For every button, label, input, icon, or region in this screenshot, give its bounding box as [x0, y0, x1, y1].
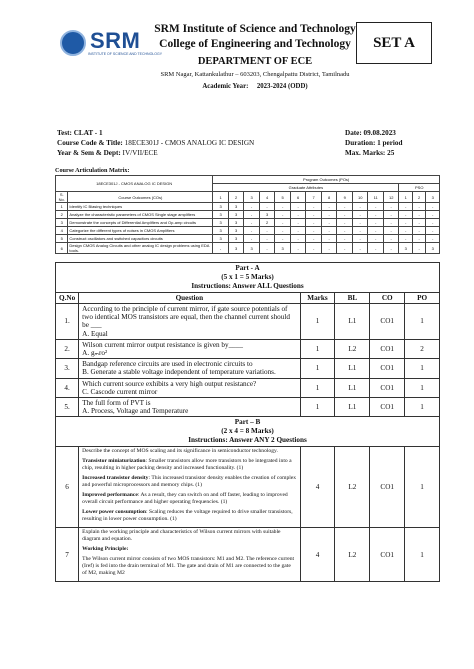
logo-text: SRM	[90, 28, 141, 53]
question-cell	[79, 398, 300, 417]
question-co: CO1	[370, 447, 405, 528]
part-b-header	[56, 417, 440, 447]
cam-cell: -	[321, 227, 337, 235]
question-co: CO1	[370, 528, 405, 582]
cam-sno-header: S. No.	[56, 192, 68, 203]
question-row	[56, 398, 440, 417]
cam-cell: -	[321, 219, 337, 227]
logo-subtext: INSTITUTE OF SCIENCE AND TECHNOLOGY	[88, 52, 163, 56]
question-text: According to the principle of current mirror, if gate source potentials of two identical MOS transistors are equal, then the channel current should be ___	[82, 305, 290, 330]
college-name: College of Engineering and Technology	[159, 38, 351, 50]
question-marks: 1	[300, 339, 335, 358]
cam-graduate-attributes: Graduate Attributes	[213, 184, 399, 192]
cam-cell: -	[412, 227, 425, 235]
question-row	[56, 339, 440, 358]
cam-po-number: 11	[368, 192, 384, 203]
col-question: Question	[79, 293, 300, 304]
cam-cell: -	[368, 227, 384, 235]
question-number: 6	[56, 447, 79, 528]
cam-cell: -	[337, 219, 353, 227]
year-label: Year & Sem & Dept:	[57, 149, 123, 157]
exam-duration: Duration: 1 period	[345, 139, 403, 147]
academic-year-label: Academic Year:	[202, 83, 249, 90]
cam-pso: PSO	[399, 184, 440, 192]
cam-cell: -	[337, 235, 353, 243]
col-marks: Marks	[300, 293, 335, 304]
question-number: 5.	[56, 398, 79, 417]
set-label: SET A	[356, 22, 432, 64]
cam-cell: -	[412, 203, 425, 211]
question-co: CO1	[370, 378, 405, 397]
cam-row-sno: 6	[56, 243, 68, 254]
cam-cell: -	[399, 203, 412, 211]
cam-cell: -	[244, 211, 260, 219]
question-marks: 1	[300, 398, 335, 417]
cam-cell: -	[290, 235, 306, 243]
cam-cos-header: Course Outcomes (COs)	[68, 192, 213, 203]
question-marks: 4	[300, 447, 335, 528]
answer-paragraph	[82, 448, 296, 455]
question-po: 1	[405, 447, 440, 528]
cam-cell: 3	[228, 243, 244, 254]
cam-cell: -	[244, 203, 260, 211]
cam-cell: -	[412, 211, 425, 219]
cam-po-number: 3	[244, 192, 260, 203]
cam-cell: -	[399, 211, 412, 219]
cam-po-number: 1	[399, 192, 412, 203]
answer-paragraph	[82, 546, 296, 553]
cam-cell: 3	[399, 243, 412, 254]
part-a-title: Part - A	[235, 264, 260, 272]
answer-point-title: Lower power consumption	[82, 509, 146, 516]
col-po: PO	[405, 293, 440, 304]
question-number: 3.	[56, 359, 79, 378]
cam-cell: -	[213, 243, 229, 254]
cam-cell: 3	[228, 219, 244, 227]
cam-row-sno: 1	[56, 203, 68, 211]
answer-point-text: : This increased transistor density enables the creation of complex and powerful microprocessors and memory chips. (1)	[82, 475, 297, 489]
cam-cell: -	[306, 219, 322, 227]
cam-cell: -	[399, 219, 412, 227]
course-title: 18ECE301J - CMOS ANALOG IC DESIGN	[124, 139, 255, 147]
cam-cell: -	[368, 235, 384, 243]
cam-row-sno: 5	[56, 235, 68, 243]
question-row	[56, 447, 440, 528]
cam-row-sno: 3	[56, 219, 68, 227]
cam-cell: -	[244, 227, 260, 235]
cam-cell: -	[368, 243, 384, 254]
question-row	[56, 304, 440, 340]
department-name: DEPARTMENT OF ECE	[197, 56, 313, 67]
cam-row	[56, 235, 440, 243]
question-table	[55, 262, 440, 582]
course-label: Course Code & Title:	[57, 139, 125, 147]
answer-point-title: Increased transistor density	[82, 475, 149, 482]
answer-paragraph	[82, 475, 296, 489]
cam-cell: -	[259, 235, 275, 243]
cam-cell: -	[399, 227, 412, 235]
cam-cell: -	[275, 203, 291, 211]
cam-cell: -	[383, 227, 399, 235]
cam-cell: -	[259, 227, 275, 235]
question-bl: L1	[335, 304, 370, 340]
question-po: 2	[405, 339, 440, 358]
question-bl: L2	[335, 339, 370, 358]
question-cell	[79, 528, 300, 582]
answer-paragraph	[82, 458, 296, 472]
academic-year-value: 2023-2024 (ODD)	[256, 83, 308, 90]
cam-cell: -	[352, 227, 368, 235]
answer-paragraph	[82, 509, 296, 523]
part-a-marks: (5 x 1 = 5 Marks)	[221, 273, 274, 281]
col-bl: BL	[335, 293, 370, 304]
cam-cell: -	[306, 203, 322, 211]
question-bl: L1	[335, 359, 370, 378]
question-co: CO1	[370, 339, 405, 358]
question-po: 1	[405, 398, 440, 417]
cam-row	[56, 227, 440, 235]
cam-cell: -	[275, 219, 291, 227]
question-marks: 4	[300, 528, 335, 582]
test-name: Test: CLAT - 1	[57, 129, 103, 137]
question-text: Bandgap reference circuits are used in electronic circuits to	[82, 360, 253, 369]
cam-cell: 3	[213, 227, 229, 235]
cam-po-number: 4	[259, 192, 275, 203]
cam-cell: 3	[228, 235, 244, 243]
answer-point-title: Transistor miniaturization	[82, 458, 146, 465]
answer-paragraph	[82, 556, 296, 577]
answer-point-text: : Smaller transistors allow more transistors to be integrated into a chip, resulting in higher packing density and increased functionality. (1)	[82, 458, 292, 472]
cam-cell: -	[412, 219, 425, 227]
cam-po-number: 2	[412, 192, 425, 203]
cam-cell: -	[399, 235, 412, 243]
cam-row	[56, 243, 440, 254]
cam-cell: -	[352, 203, 368, 211]
answer-point-text: : As a result, they can switch on and off faster, leading to improved overall circuit performance and higher operating frequencies. (1)	[82, 492, 288, 506]
question-answer: C. Cascode current mirror	[82, 387, 158, 396]
question-row	[56, 528, 440, 582]
cam-cell: 3	[213, 219, 229, 227]
question-co: CO1	[370, 398, 405, 417]
question-answer: A. Process, Voltage and Temperature	[82, 407, 189, 416]
cam-cell: -	[383, 235, 399, 243]
cam-cell: 3	[228, 203, 244, 211]
cam-cell: -	[259, 203, 275, 211]
cam-cell: 3	[228, 227, 244, 235]
cam-cell: -	[383, 219, 399, 227]
max-marks: Max. Marks: 25	[345, 149, 395, 157]
institute-name: SRM Institute of Science and Technology	[154, 23, 356, 35]
cam-po-number: 5	[275, 192, 291, 203]
cam-cell: -	[383, 211, 399, 219]
question-po: 1	[405, 528, 440, 582]
part-a-header	[56, 263, 440, 293]
cam-po-number: 7	[306, 192, 322, 203]
cam-cell: -	[412, 235, 425, 243]
cam-course-name: 18ECE301J - CMOS ANALOG IC DESIGN	[56, 176, 213, 192]
cam-row	[56, 219, 440, 227]
col-co: CO	[370, 293, 405, 304]
cam-cell: -	[244, 235, 260, 243]
question-number: 7	[56, 528, 79, 582]
question-number: 4.	[56, 378, 79, 397]
cam-cell: -	[290, 227, 306, 235]
cam-cell: -	[244, 219, 260, 227]
cam-cell: -	[383, 243, 399, 254]
answer-paragraph	[82, 492, 296, 506]
cam-title: Course Articulation Matrix:	[55, 167, 130, 174]
cam-cell: -	[352, 243, 368, 254]
cam-po-number: 6	[290, 192, 306, 203]
cam-po-number: 9	[337, 192, 353, 203]
cam-cell: -	[337, 227, 353, 235]
question-marks: 1	[300, 359, 335, 378]
cam-row	[56, 203, 440, 211]
cam-cell: -	[306, 211, 322, 219]
question-co: CO1	[370, 359, 405, 378]
question-answer: A. Equal	[82, 329, 108, 338]
cam-cell: 3	[275, 243, 291, 254]
question-cell	[79, 339, 300, 358]
question-marks: 1	[300, 378, 335, 397]
part-b-marks: (2 x 4 = 8 Marks)	[221, 427, 274, 436]
cam-cell: -	[352, 211, 368, 219]
question-answer: A. gₘro²	[82, 349, 108, 358]
answer-point-title: Improved performance	[82, 492, 138, 499]
question-po: 1	[405, 359, 440, 378]
question-po: 1	[405, 378, 440, 397]
year-value: IV/VII/ECE	[122, 149, 158, 157]
question-bl: L2	[335, 447, 370, 528]
cam-row-co: Analyze the characteristic parameters of CMOS Single stage amplifiers	[68, 211, 213, 219]
cam-row	[56, 211, 440, 219]
cam-cell: -	[321, 203, 337, 211]
cam-cell: -	[321, 211, 337, 219]
cam-cell: -	[275, 235, 291, 243]
cam-cell: 3	[213, 235, 229, 243]
question-text: Which current source exhibits a very high output resistance?	[82, 379, 257, 388]
cam-cell: -	[306, 235, 322, 243]
cam-cell: -	[412, 243, 425, 254]
cam-cell: -	[426, 227, 440, 235]
cam-row-co: Identify IC Biasing techniques	[68, 203, 213, 211]
course-articulation-matrix	[55, 175, 440, 254]
cam-cell: -	[275, 211, 291, 219]
cam-cell: -	[368, 203, 384, 211]
cam-cell: -	[321, 235, 337, 243]
question-row	[56, 359, 440, 378]
answer-point-text: : Scaling reduces the voltage required to drive smaller transistors, resulting in lower power consumption. (1)	[82, 509, 293, 523]
course-line	[57, 138, 254, 148]
cam-cell: -	[368, 211, 384, 219]
cam-cell: 3	[228, 211, 244, 219]
cam-po-number: 3	[426, 192, 440, 203]
question-number: 1.	[56, 304, 79, 340]
cam-po-number: 10	[352, 192, 368, 203]
cam-po-number: 2	[228, 192, 244, 203]
answer-point-title: Working Principle:	[82, 546, 129, 553]
cam-cell: -	[290, 243, 306, 254]
cam-cell: -	[337, 203, 353, 211]
cam-cell: -	[426, 211, 440, 219]
answer-point-text: The Wilson current mirror consists of two MOS transistors: M1 and M2. The reference current (Iref) is fed into the drain terminal of M1. The gate and drain of M1 are connected to the gate of M2, making M2	[82, 556, 295, 577]
col-qno: Q.No	[56, 293, 79, 304]
cam-po-number: 8	[321, 192, 337, 203]
cam-row-sno: 4	[56, 227, 68, 235]
cam-cell: -	[306, 227, 322, 235]
cam-cell: -	[321, 243, 337, 254]
cam-cell: -	[275, 227, 291, 235]
cam-cell: 2	[259, 219, 275, 227]
part-b-title: Part – B	[234, 418, 261, 427]
question-marks: 1	[300, 304, 335, 340]
cam-program-outcomes: Program Outcomes (POs)	[213, 176, 440, 184]
cam-cell: -	[259, 243, 275, 254]
cam-cell: -	[426, 219, 440, 227]
srm-emblem-icon	[60, 30, 86, 56]
question-number: 2.	[56, 339, 79, 358]
question-text: Wilson current mirror output resistance is given by____	[82, 340, 243, 349]
question-cell	[79, 378, 300, 397]
cam-cell: -	[352, 219, 368, 227]
question-bl: L2	[335, 528, 370, 582]
question-answer: B. Generate a stable voltage independent of temperature variations.	[82, 368, 276, 377]
cam-cell: -	[337, 243, 353, 254]
cam-po-number: 12	[383, 192, 399, 203]
cam-cell: -	[368, 219, 384, 227]
cam-row-co: Design CMOS Analog Circuits and other analog IC design problems using EDA tools.	[68, 243, 213, 254]
answer-paragraph	[82, 529, 296, 543]
question-text: The full form of PVT is	[82, 399, 151, 408]
address: SRM Nagar, Kattankulathur – 603203, Chengalpattu District, Tamilnadu	[160, 71, 350, 78]
cam-cell: 3	[244, 243, 260, 254]
question-bl: L1	[335, 378, 370, 397]
answer-point-text: Explain the working principle and characteristics of Wilson current mirrors with suitable diagram and equation.	[82, 529, 281, 543]
cam-row-sno: 2	[56, 211, 68, 219]
year-line	[57, 148, 158, 158]
cam-cell: -	[290, 211, 306, 219]
cam-cell: -	[290, 203, 306, 211]
part-a-instructions: Instructions: Answer ALL Questions	[191, 282, 304, 290]
question-bl: L1	[335, 398, 370, 417]
academic-year	[110, 83, 400, 90]
question-cell	[79, 359, 300, 378]
cam-cell: -	[290, 219, 306, 227]
cam-cell: 3	[259, 211, 275, 219]
cam-row-co: Construct oscillators and switched capacitors circuits	[68, 235, 213, 243]
cam-cell: 3	[213, 211, 229, 219]
question-cell	[79, 304, 300, 340]
answer-point-text: Describe the concept of MOS scaling and its significance in semiconductor technology.	[82, 448, 278, 455]
cam-cell: -	[426, 203, 440, 211]
cam-cell: -	[352, 235, 368, 243]
question-po: 1	[405, 304, 440, 340]
cam-cell: -	[426, 235, 440, 243]
cam-cell: -	[337, 211, 353, 219]
question-row	[56, 378, 440, 397]
srm-logo	[60, 28, 163, 60]
question-cell	[79, 447, 300, 528]
cam-cell: 3	[426, 243, 440, 254]
cam-cell: -	[383, 203, 399, 211]
cam-cell: -	[306, 243, 322, 254]
cam-po-number: 1	[213, 192, 229, 203]
question-co: CO1	[370, 304, 405, 340]
cam-cell: 3	[213, 203, 229, 211]
cam-row-co: Categorize the different types of noises in CMOS Amplifiers	[68, 227, 213, 235]
exam-date: Date: 09.08.2023	[345, 129, 396, 137]
cam-row-co: Demonstrate the concepts of Differential Amplifiers and Op-amp circuits	[68, 219, 213, 227]
part-b-instructions: Instructions: Answer ANY 2 Questions	[188, 436, 307, 445]
